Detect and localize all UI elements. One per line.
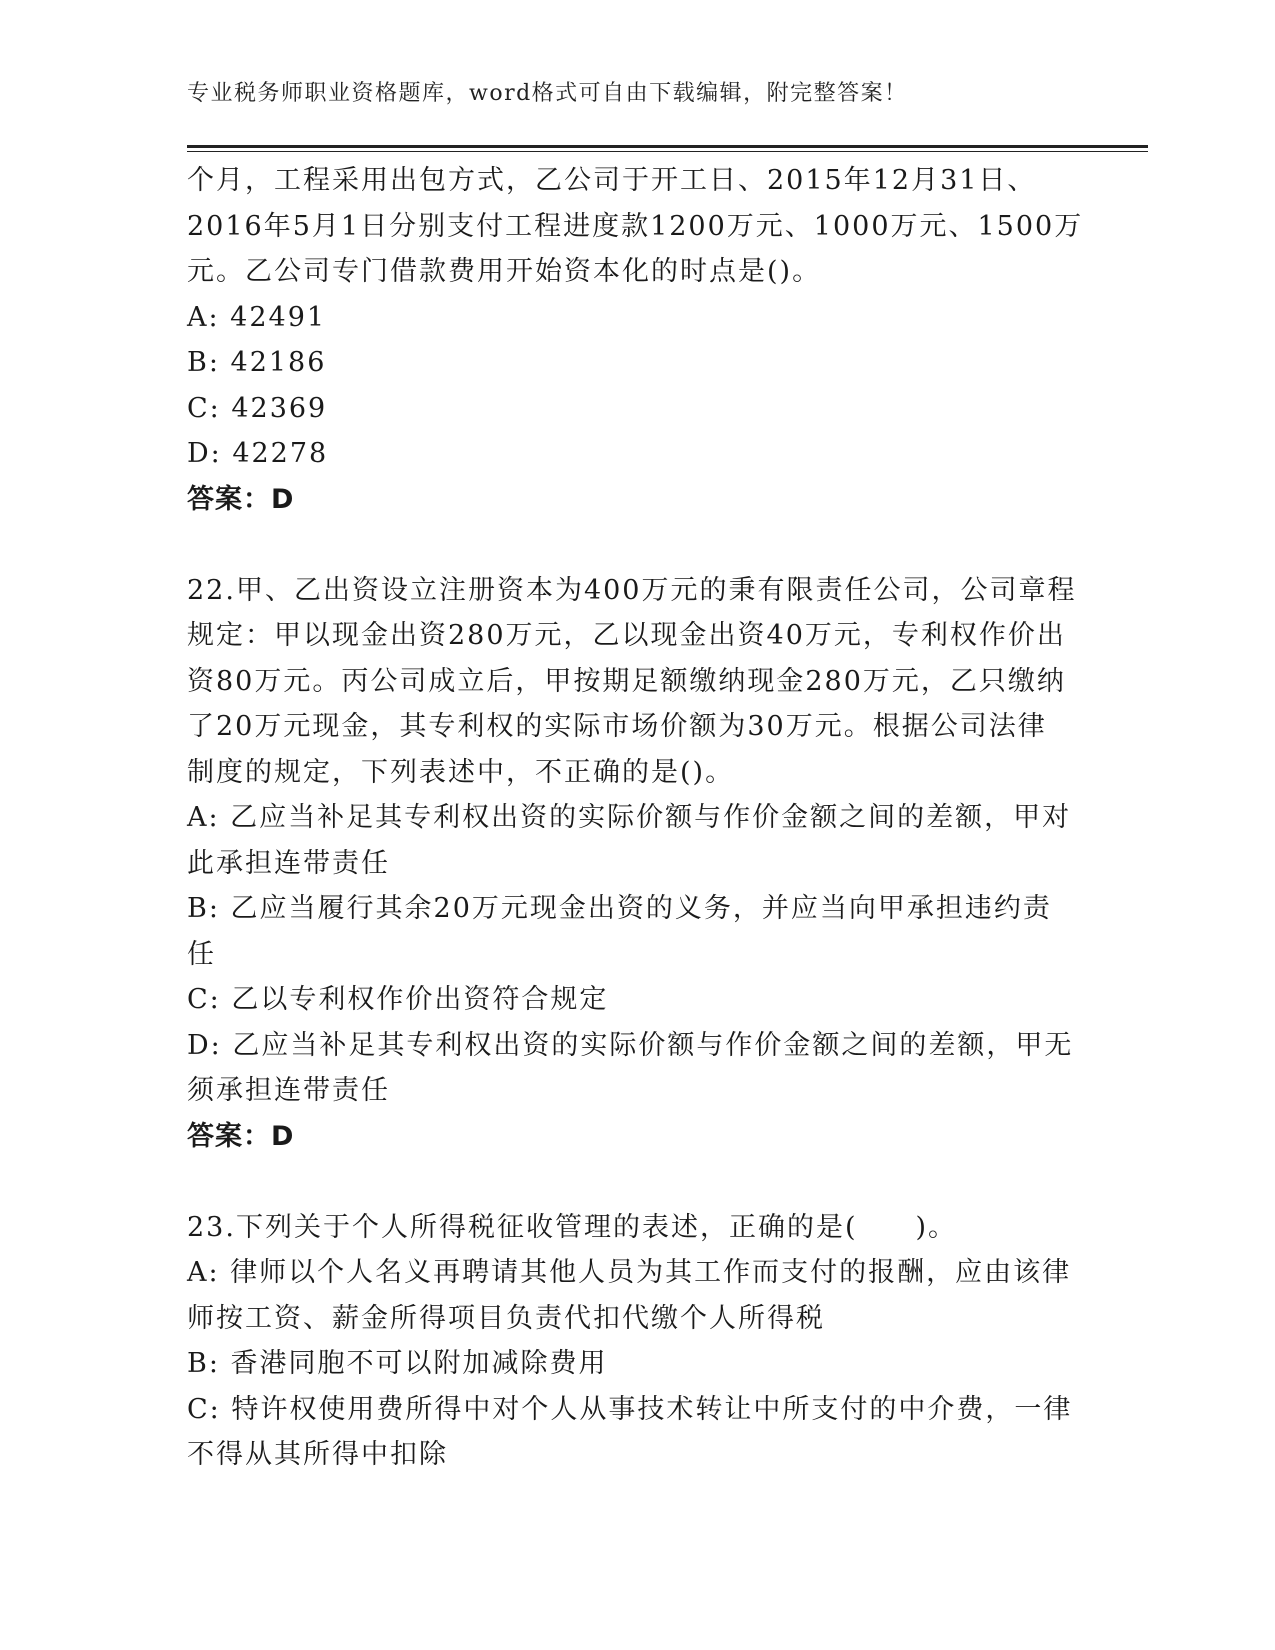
option-line: 须承担连带责任 (187, 1075, 390, 1106)
option-line: A: 乙应当补足其专利权出资的实际价额与作价金额之间的差额，甲对 (187, 802, 1072, 833)
option-line: 任 (187, 938, 216, 970)
question-text-line: 制度的规定，下列表述中，不正确的是()。 (187, 756, 735, 788)
answer: 答案：D (187, 483, 295, 515)
question-text-line: 个月，工程采用出包方式，乙公司于开工日、2015年12月31日、 (187, 165, 1037, 196)
option-line: 不得从其所得中扣除 (187, 1439, 448, 1470)
question-text-line: 元。乙公司专门借款费用开始资本化的时点是()。 (187, 256, 822, 287)
option-line: 此承担连带责任 (187, 847, 390, 879)
answer: 答案：D (187, 1120, 295, 1152)
option-c: C: 42369 (187, 392, 328, 424)
option-line: D: 乙应当补足其专利权出资的实际价额与作价金额之间的差额，甲无 (187, 1029, 1074, 1061)
option-line: A: 律师以个人名义再聘请其他人员为其工作而支付的报酬，应由该律 (187, 1257, 1072, 1288)
question-text-line: 23.下列关于个人所得税征收管理的表述，正确的是( )。 (187, 1211, 958, 1243)
option-d: D: 42278 (187, 438, 329, 469)
option-a: A: 42491 (187, 301, 327, 333)
question-text-line: 22.甲、乙出资设立注册资本为400万元的秉有限责任公司，公司章程 (187, 574, 1077, 606)
option-line: B: 香港同胞不可以附加减除费用 (187, 1348, 608, 1379)
question-text-line: 规定：甲以现金出资280万元，乙以现金出资40万元，专利权作价出 (187, 620, 1066, 651)
option-line: B: 乙应当履行其余20万元现金出资的义务，并应当向甲承担违约责 (187, 893, 1052, 924)
question-text-line: 2016年5月1日分别支付工程进度款1200万元、1000万元、1500万 (187, 210, 1084, 242)
question-text-line: 资80万元。丙公司成立后，甲按期足额缴纳现金280万元，乙只缴纳 (187, 665, 1066, 697)
option-b: B: 42186 (187, 347, 327, 378)
option-line: C: 乙以专利权作价出资符合规定 (187, 984, 609, 1015)
option-line: 师按工资、薪金所得项目负责代扣代缴个人所得税 (187, 1302, 825, 1334)
option-line: C: 特许权使用费所得中对个人从事技术转让中所支付的中介费，一律 (187, 1393, 1073, 1425)
header-rule-thick (187, 145, 1148, 148)
document-body (187, 158, 1087, 1478)
page-header: 专业税务师职业资格题库，word格式可自由下载编辑，附完整答案！ (187, 81, 908, 106)
question-text-line: 了20万元现金，其专利权的实际市场价额为30万元。根据公司法律 (187, 711, 1047, 742)
header-rule-thin (187, 151, 1148, 152)
